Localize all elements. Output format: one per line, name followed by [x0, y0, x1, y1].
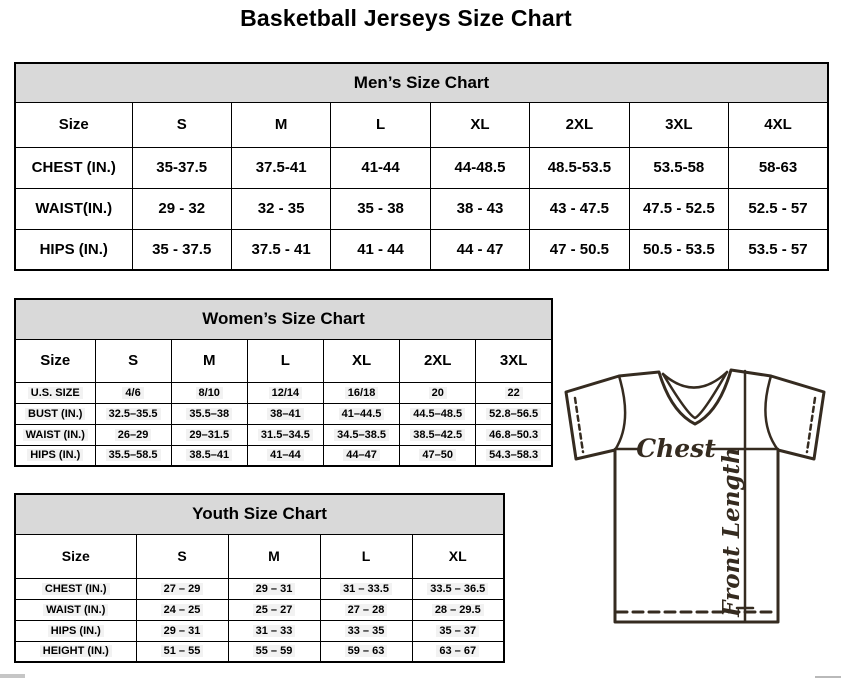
table-row	[15, 641, 504, 662]
cell-text: 8/10	[196, 387, 223, 399]
youth-size-chart-table	[14, 493, 505, 663]
front-length-label: Front Length	[718, 447, 745, 617]
table-row	[15, 599, 504, 620]
cell-text: 35.5–58.5	[106, 449, 161, 461]
cell-text: 46.8–50.3	[486, 429, 541, 441]
size-column-header: M	[171, 339, 247, 382]
table-row	[15, 188, 828, 229]
table-row	[15, 229, 828, 270]
mens-size-chart-table	[14, 62, 829, 271]
table-cell	[171, 403, 247, 424]
table-cell: 35 - 37.5	[132, 229, 231, 270]
cell-text: 28 – 29.5	[432, 604, 484, 616]
row-label	[15, 641, 136, 662]
table-cell	[323, 382, 399, 403]
table-cell	[228, 641, 320, 662]
size-column-header: 4XL	[729, 102, 828, 147]
cell-text: 41–44	[267, 449, 304, 461]
table-cell	[95, 424, 171, 445]
cell-text: BUST (IN.)	[25, 408, 85, 420]
size-column-header: L	[247, 339, 323, 382]
table-cell	[228, 578, 320, 599]
row-label	[15, 445, 95, 466]
table-title-row	[15, 63, 828, 102]
table-cell	[228, 599, 320, 620]
cell-text: 59 – 63	[345, 645, 388, 657]
jersey-outline	[566, 370, 824, 622]
table-cell: 44-48.5	[430, 147, 529, 188]
cell-text: 24 – 25	[161, 604, 204, 616]
table-cell	[95, 403, 171, 424]
column-header-row	[15, 102, 828, 147]
chest-label: Chest	[636, 434, 716, 463]
cell-text: 38.5–41	[186, 449, 232, 461]
table-cell: 32 - 35	[231, 188, 330, 229]
table-cell	[247, 382, 323, 403]
cell-text: WAIST (IN.)	[23, 429, 88, 441]
table-cell: 52.5 - 57	[729, 188, 828, 229]
size-column-header: S	[132, 102, 231, 147]
row-label	[15, 578, 136, 599]
table-cell	[136, 578, 228, 599]
size-column-header: 3XL	[476, 339, 552, 382]
table-cell	[95, 445, 171, 466]
cell-text: 22	[505, 387, 523, 399]
size-label-header: Size	[15, 339, 95, 382]
cell-text: 29 – 31	[253, 583, 296, 595]
table-cell: 58-63	[729, 147, 828, 188]
table-cell: 43 - 47.5	[530, 188, 629, 229]
cell-text: 54.3–58.3	[486, 449, 541, 461]
womens-table-title: Women’s Size Chart	[15, 299, 552, 339]
table-cell	[320, 599, 412, 620]
row-label	[15, 424, 95, 445]
table-cell: 53.5-58	[629, 147, 728, 188]
table-title-row	[15, 299, 552, 339]
table-cell	[412, 620, 504, 641]
table-cell	[400, 445, 476, 466]
cell-text: 55 – 59	[253, 645, 296, 657]
table-cell	[95, 382, 171, 403]
cell-text: 41–44.5	[339, 408, 385, 420]
cell-text: 33.5 – 36.5	[427, 583, 488, 595]
cell-text: 32.5–35.5	[106, 408, 161, 420]
size-column-header: L	[320, 534, 412, 578]
table-row	[15, 578, 504, 599]
size-column-header: XL	[323, 339, 399, 382]
cell-text: 29–31.5	[186, 429, 232, 441]
size-column-header: S	[136, 534, 228, 578]
table-row	[15, 147, 828, 188]
cell-text: 51 – 55	[161, 645, 204, 657]
table-cell	[136, 599, 228, 620]
jersey-body-path	[566, 370, 824, 622]
size-column-header: 2XL	[400, 339, 476, 382]
cell-text: 52.8–56.5	[486, 408, 541, 420]
size-column-header: M	[228, 534, 320, 578]
table-cell: 35 - 38	[331, 188, 430, 229]
table-cell	[247, 445, 323, 466]
table-cell: 38 - 43	[430, 188, 529, 229]
table-cell	[400, 424, 476, 445]
jersey-diagram-svg	[556, 360, 836, 632]
table-cell: 35-37.5	[132, 147, 231, 188]
table-cell	[476, 445, 552, 466]
cell-text: 31 – 33.5	[340, 583, 392, 595]
cell-text: 35.5–38	[186, 408, 232, 420]
cell-text: HEIGHT (IN.)	[40, 645, 112, 657]
size-column-header: L	[331, 102, 430, 147]
table-cell: 41 - 44	[331, 229, 430, 270]
cell-text: 4/6	[122, 387, 143, 399]
table-row	[15, 382, 552, 403]
table-cell	[476, 382, 552, 403]
size-label-header: Size	[15, 102, 132, 147]
table-cell	[320, 578, 412, 599]
cell-text: 44–47	[343, 449, 380, 461]
table-cell	[476, 424, 552, 445]
cell-text: CHEST (IN.)	[42, 583, 110, 595]
cell-text: 26–29	[115, 429, 152, 441]
horizontal-scrollbar-thumb[interactable]	[0, 674, 25, 678]
table-cell	[247, 424, 323, 445]
table-cell: 47 - 50.5	[530, 229, 629, 270]
size-column-header: XL	[430, 102, 529, 147]
table-row	[15, 445, 552, 466]
mens-table-title: Men’s Size Chart	[15, 63, 828, 102]
row-label: HIPS (IN.)	[15, 229, 132, 270]
row-label	[15, 620, 136, 641]
table-cell	[323, 445, 399, 466]
size-column-header: M	[231, 102, 330, 147]
column-header-row	[15, 534, 504, 578]
table-cell	[247, 403, 323, 424]
table-cell	[400, 382, 476, 403]
table-cell: 29 - 32	[132, 188, 231, 229]
cell-text: 31.5–34.5	[258, 429, 313, 441]
womens-size-chart-table	[14, 298, 553, 467]
size-column-header: S	[95, 339, 171, 382]
table-row	[15, 403, 552, 424]
table-cell	[412, 599, 504, 620]
cell-text: 44.5–48.5	[410, 408, 465, 420]
page-title: Basketball Jerseys Size Chart	[240, 5, 572, 31]
jersey-measurement-diagram	[556, 360, 836, 632]
table-cell	[136, 641, 228, 662]
horizontal-scrollbar-fragment[interactable]	[815, 676, 841, 678]
cell-text: HIPS (IN.)	[27, 449, 83, 461]
table-cell	[228, 620, 320, 641]
table-cell: 47.5 - 52.5	[629, 188, 728, 229]
cell-text: U.S. SIZE	[28, 387, 83, 399]
youth-table-title: Youth Size Chart	[15, 494, 504, 534]
table-cell	[476, 403, 552, 424]
table-cell: 37.5-41	[231, 147, 330, 188]
table-cell	[412, 641, 504, 662]
cell-text: 27 – 28	[345, 604, 388, 616]
cell-text: WAIST (IN.)	[43, 604, 108, 616]
table-cell	[320, 620, 412, 641]
row-label: CHEST (IN.)	[15, 147, 132, 188]
cell-text: 27 – 29	[161, 583, 204, 595]
cell-text: 35 – 37	[436, 625, 479, 637]
size-column-header: 2XL	[530, 102, 629, 147]
cell-text: 20	[429, 387, 447, 399]
table-cell	[136, 620, 228, 641]
cell-text: 47–50	[419, 449, 456, 461]
cell-text: 31 – 33	[253, 625, 296, 637]
cell-text: 29 – 31	[161, 625, 204, 637]
cell-text: HIPS (IN.)	[48, 625, 104, 637]
cell-text: 38.5–42.5	[410, 429, 465, 441]
size-column-header: 3XL	[629, 102, 728, 147]
table-cell	[412, 578, 504, 599]
table-cell	[400, 403, 476, 424]
cell-text: 12/14	[269, 387, 303, 399]
table-cell: 53.5 - 57	[729, 229, 828, 270]
collar-top-curve	[663, 372, 727, 388]
row-label	[15, 599, 136, 620]
cell-text: 38–41	[267, 408, 304, 420]
table-cell	[320, 641, 412, 662]
table-cell: 37.5 - 41	[231, 229, 330, 270]
row-label: WAIST(IN.)	[15, 188, 132, 229]
cell-text: 63 – 67	[436, 645, 479, 657]
table-cell: 48.5-53.5	[530, 147, 629, 188]
table-cell: 41-44	[331, 147, 430, 188]
row-label	[15, 403, 95, 424]
table-cell: 44 - 47	[430, 229, 529, 270]
column-header-row	[15, 339, 552, 382]
table-title-row	[15, 494, 504, 534]
table-cell	[171, 424, 247, 445]
table-row	[15, 620, 504, 641]
table-cell	[171, 382, 247, 403]
cell-text: 16/18	[345, 387, 379, 399]
table-cell: 50.5 - 53.5	[629, 229, 728, 270]
table-cell	[171, 445, 247, 466]
cell-text: 34.5–38.5	[334, 429, 389, 441]
cell-text: 25 – 27	[253, 604, 296, 616]
size-label-header: Size	[15, 534, 136, 578]
row-label	[15, 382, 95, 403]
cell-text: 33 – 35	[345, 625, 388, 637]
table-cell	[323, 403, 399, 424]
table-cell	[323, 424, 399, 445]
size-column-header: XL	[412, 534, 504, 578]
table-row	[15, 424, 552, 445]
